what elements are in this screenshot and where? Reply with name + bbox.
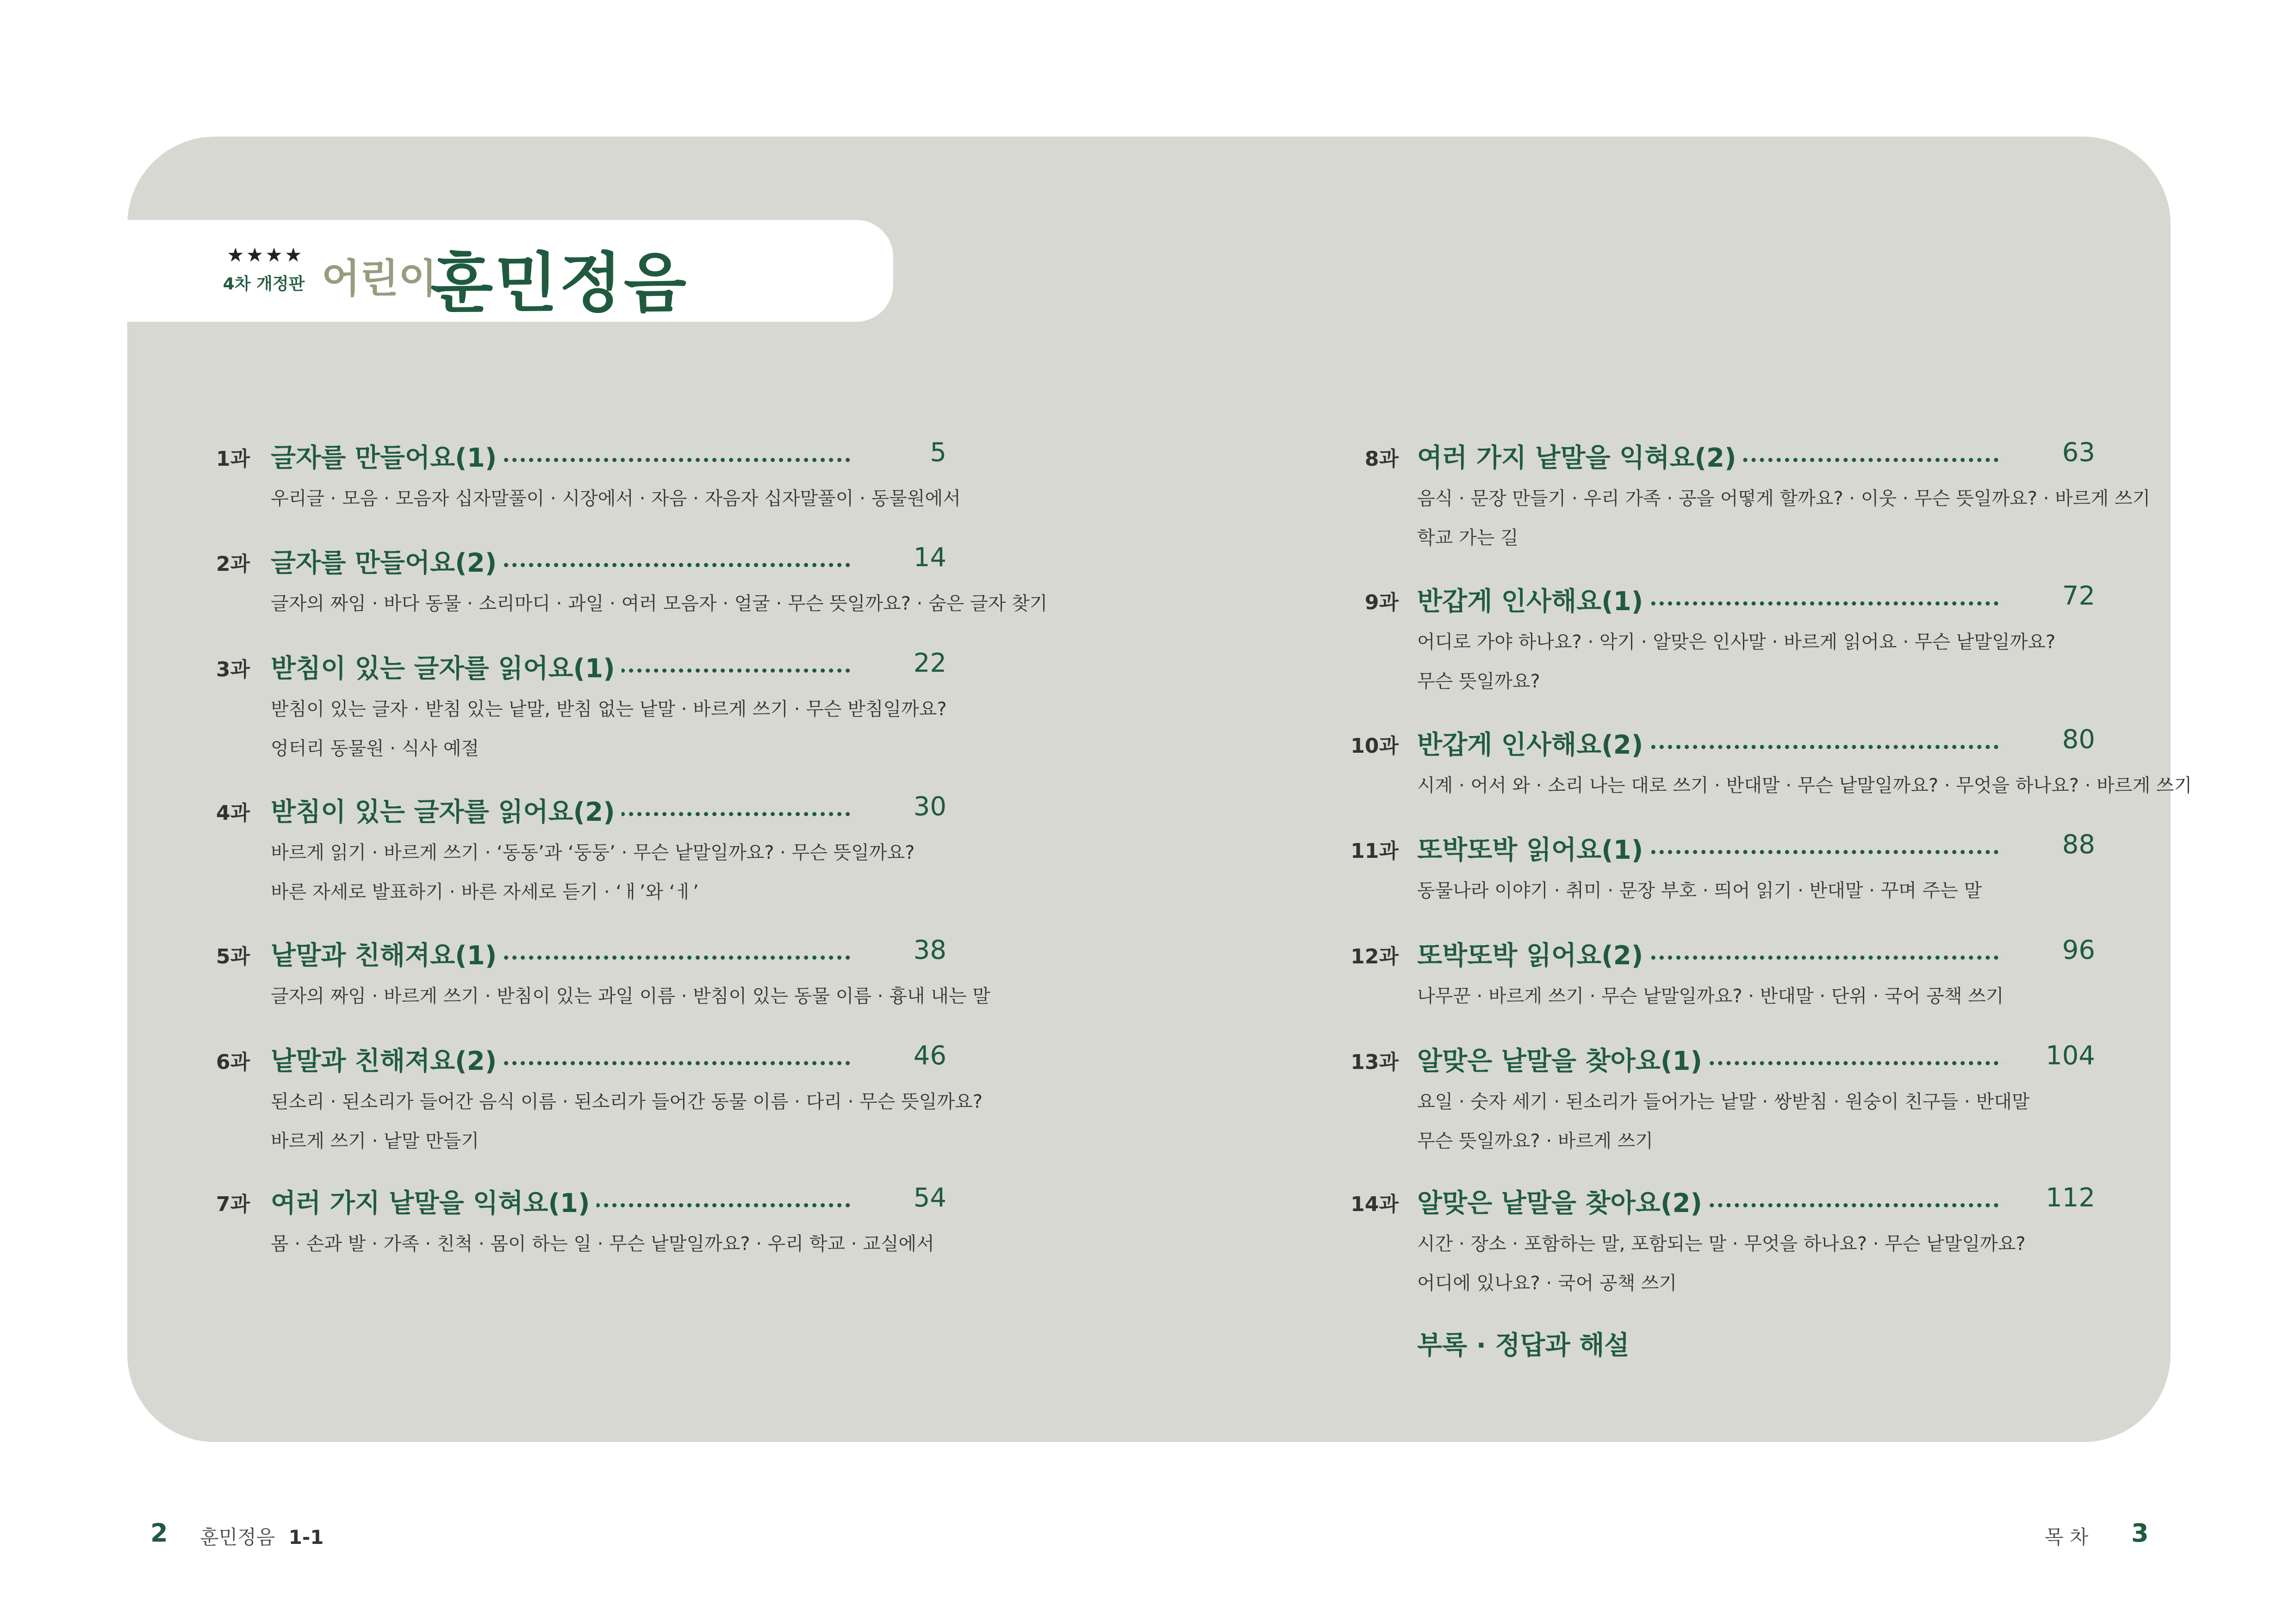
- lesson-number: 8과: [1364, 447, 1399, 471]
- lesson-title[interactable]: 글자를 만들어요(1): [271, 437, 503, 475]
- lesson-page-number: 14: [854, 543, 946, 573]
- toc-entry[interactable]: [0, 648, 2296, 685]
- title-subtitle: 어린이: [322, 256, 437, 302]
- footer-section-name: 목 차: [2045, 1526, 2089, 1549]
- lesson-topics: 몸 · 손과 발 · 가족 · 친척 · 몸이 하는 일 · 무슨 낱말일까요? · 우리 학교 · 교실에서: [271, 1233, 934, 1255]
- lesson-topics: 어디로 가야 하나요? · 악기 · 알맞은 인사말 · 바르게 읽어요 · 무슨 낱말일까요?: [1417, 631, 2056, 653]
- lesson-title[interactable]: 또박또박 읽어요(1): [1417, 830, 1649, 867]
- lesson-page-number: 5: [854, 437, 946, 468]
- lesson-number: 2과: [216, 552, 250, 576]
- appendix-link[interactable]: 부록 · 정답과 해설: [1417, 1330, 1630, 1361]
- footer-left-book: [200, 1522, 324, 1550]
- lesson-topics: 동물나라 이야기 · 취미 · 문장 부호 · 띄어 읽기 · 반대말 · 꾸며 주는 말: [1417, 880, 1982, 901]
- lesson-number: 3과: [216, 658, 250, 681]
- lesson-title[interactable]: 낱말과 친해져요(2): [271, 1041, 503, 1078]
- lesson-title[interactable]: 또박또박 읽어요(2): [1417, 935, 1649, 972]
- lesson-number: 7과: [216, 1193, 250, 1216]
- lesson-topics: 요일 · 숫자 세기 · 된소리가 들어가는 낱말 · 쌍받침 · 원숭이 친구들 · 반대말: [1417, 1091, 2030, 1112]
- lesson-page-number: 96: [2003, 935, 2095, 965]
- lesson-title[interactable]: 반갑게 인사해요(2): [1417, 725, 1649, 762]
- lesson-number: 9과: [1364, 591, 1399, 614]
- lesson-topics: 글자의 짜임 · 바르게 쓰기 · 받침이 있는 과일 이름 · 받침이 있는 동물 이름 · 흉내 내는 말: [271, 986, 990, 1007]
- lesson-topics: 학교 가는 길: [1417, 527, 1518, 549]
- lesson-number: 11과: [1350, 839, 1399, 863]
- footer-volume: 1-1: [288, 1526, 324, 1549]
- lesson-topics: 바르게 읽기 · 바르게 쓰기 · ‘동동’과 ‘둥둥’ · 무슨 낱말일까요? · 무슨 뜻일까요?: [271, 842, 915, 863]
- lesson-topics: 나무꾼 · 바르게 쓰기 · 무슨 낱말일까요? · 반대말 · 단위 · 국어 공책 쓰기: [1417, 986, 2004, 1007]
- lesson-page-number: 88: [2003, 830, 2095, 860]
- toc-entry[interactable]: [0, 792, 2296, 829]
- lesson-topics: 바르게 쓰기 · 낱말 만들기: [271, 1131, 479, 1152]
- lesson-topics: 음식 · 문장 만들기 · 우리 가족 · 공을 어떻게 할까요? · 이웃 · 무슨 뜻일까요? · 바르게 쓰기: [1417, 488, 2151, 509]
- lesson-topics: 무슨 뜻일까요?: [1417, 671, 1540, 692]
- edition-label: 4차 개정판: [223, 275, 305, 294]
- lesson-title[interactable]: 알맞은 낱말을 찾아요(1): [1417, 1041, 1709, 1078]
- lesson-topics: 엉터리 동물원 · 식사 예절: [271, 738, 479, 759]
- lesson-page-number: 72: [2003, 581, 2095, 611]
- lesson-page-number: 112: [2003, 1183, 2095, 1213]
- lesson-page-number: 63: [2003, 437, 2095, 468]
- lesson-topics: 시계 · 어서 와 · 소리 나는 대로 쓰기 · 반대말 · 무슨 낱말일까요? · 무엇을 하나요? · 바르게 쓰기: [1417, 775, 2192, 796]
- lesson-title[interactable]: 글자를 만들어요(2): [271, 543, 503, 580]
- lesson-topics: 무슨 뜻일까요? · 바르게 쓰기: [1417, 1131, 1653, 1152]
- lesson-page-number: 54: [854, 1183, 946, 1213]
- lesson-page-number: 22: [854, 648, 946, 678]
- lesson-number: 4과: [216, 801, 250, 825]
- lesson-title[interactable]: 받침이 있는 글자를 읽어요(1): [271, 648, 622, 685]
- footer-book-name: 훈민정음: [200, 1526, 275, 1549]
- lesson-number: 1과: [216, 447, 250, 471]
- toc-entry[interactable]: [0, 581, 2296, 618]
- footer-left-page-number: 2: [150, 1518, 168, 1548]
- toc-entry[interactable]: [0, 725, 2296, 762]
- lesson-page-number: 30: [854, 792, 946, 822]
- lesson-topics: 된소리 · 된소리가 들어간 음식 이름 · 된소리가 들어간 동물 이름 · 다리 · 무슨 뜻일까요?: [271, 1091, 983, 1112]
- lesson-title[interactable]: 낱말과 친해져요(1): [271, 935, 503, 972]
- lesson-number: 10과: [1350, 734, 1399, 758]
- lesson-number: 12과: [1350, 945, 1399, 968]
- lesson-topics: 어디에 있나요? · 국어 공책 쓰기: [1417, 1273, 1677, 1294]
- lesson-page-number: 38: [854, 935, 946, 965]
- lesson-title[interactable]: 여러 가지 낱말을 익혀요(2): [1417, 437, 1743, 475]
- toc-entry[interactable]: [0, 830, 2296, 867]
- lesson-title[interactable]: 반갑게 인사해요(1): [1417, 581, 1649, 618]
- lesson-title[interactable]: 받침이 있는 글자를 읽어요(2): [271, 792, 622, 829]
- lesson-topics: 시간 · 장소 · 포함하는 말, 포함되는 말 · 무엇을 하나요? · 무슨 낱말일까요?: [1417, 1233, 2026, 1255]
- lesson-page-number: 46: [854, 1041, 946, 1071]
- lesson-page-number: 104: [2003, 1041, 2095, 1071]
- lesson-topics: 글자의 짜임 · 바다 동물 · 소리마디 · 과일 · 여러 모음자 · 얼굴 · 무슨 뜻일까요? · 숨은 글자 찾기: [271, 593, 1048, 614]
- footer-right-page-number: 3: [2131, 1518, 2149, 1548]
- lesson-title[interactable]: 알맞은 낱말을 찾아요(2): [1417, 1183, 1709, 1220]
- lesson-topics: 바른 자세로 발표하기 · 바른 자세로 듣기 · ‘ㅐ’와 ‘ㅔ’: [271, 881, 699, 903]
- toc-entry[interactable]: [0, 543, 2296, 580]
- book-title: 훈민정음: [430, 246, 688, 321]
- lesson-topics: 우리글 · 모음 · 모음자 십자말풀이 · 시장에서 · 자음 · 자음자 십자말풀이 · 동물원에서: [271, 488, 961, 509]
- lesson-title[interactable]: 여러 가지 낱말을 익혀요(1): [271, 1183, 597, 1220]
- edition-stars: ★★★★: [227, 244, 304, 266]
- lesson-topics: 받침이 있는 글자 · 받침 있는 낱말, 받침 없는 낱말 · 바르게 쓰기 · 무슨 받침일까요?: [271, 699, 947, 720]
- lesson-page-number: 80: [2003, 725, 2095, 755]
- lesson-number: 13과: [1350, 1050, 1399, 1074]
- lesson-number: 5과: [216, 945, 250, 968]
- lesson-number: 14과: [1350, 1193, 1399, 1216]
- lesson-number: 6과: [216, 1050, 250, 1074]
